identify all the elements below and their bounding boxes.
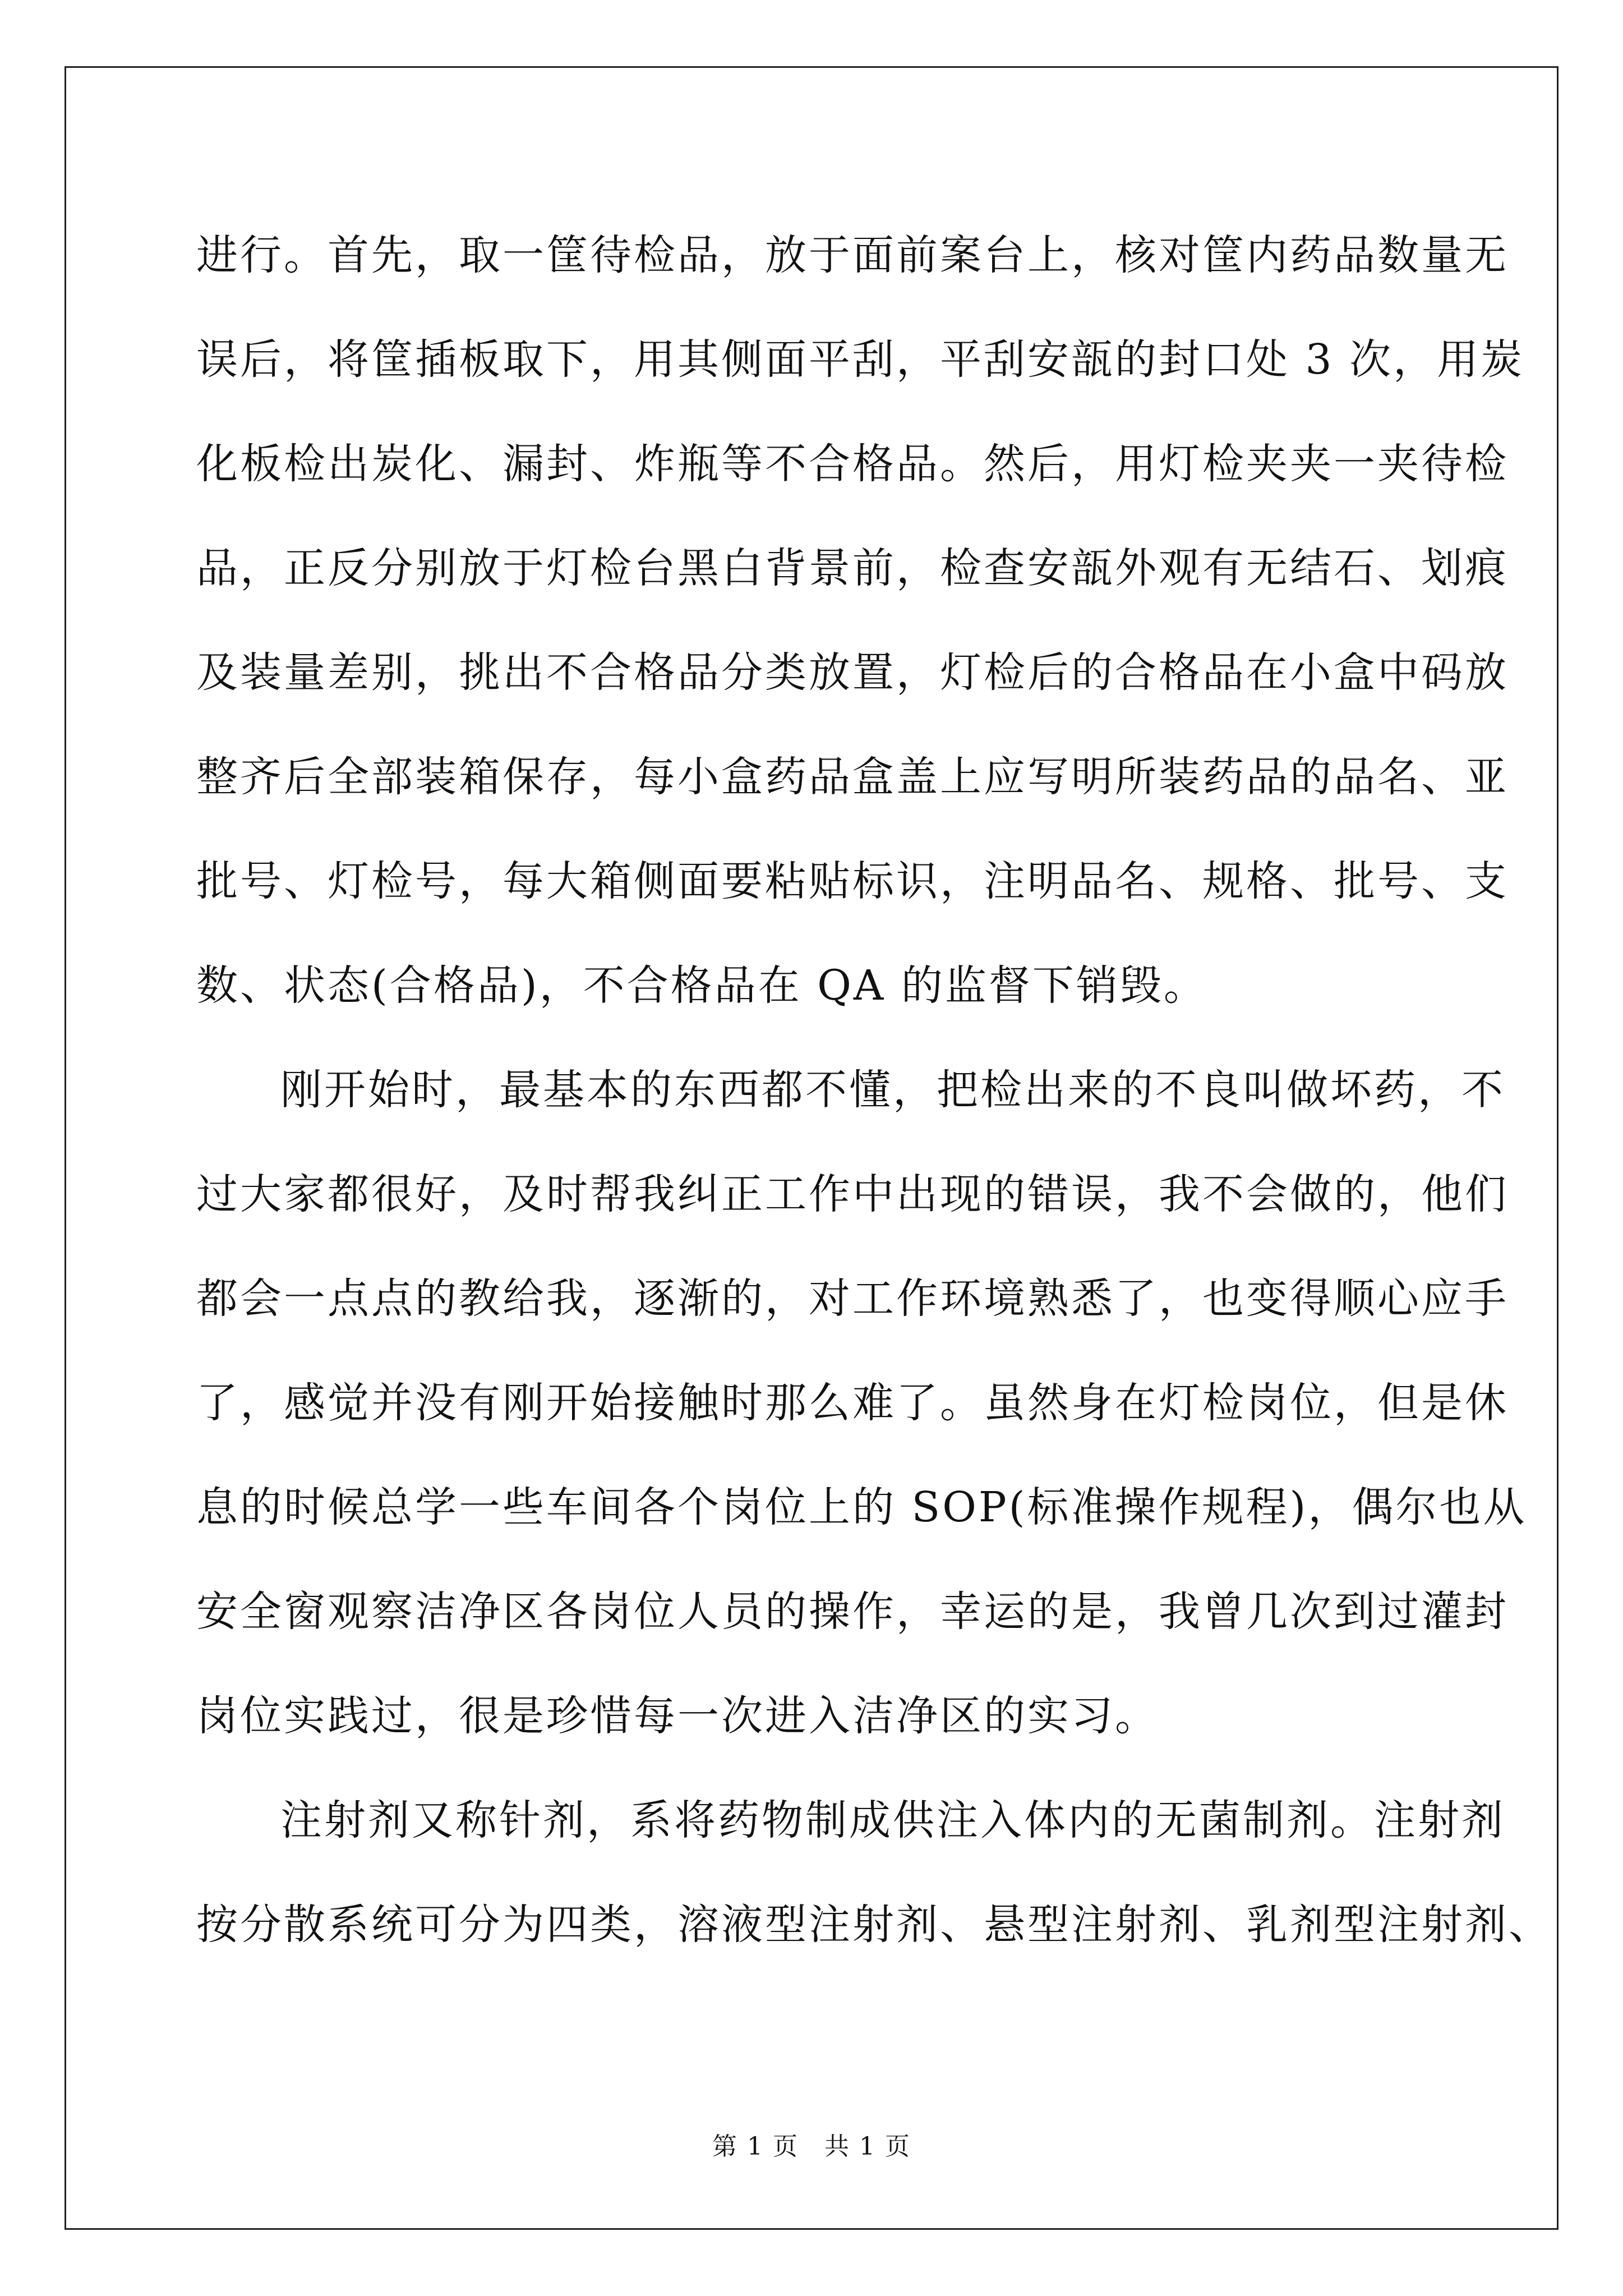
text-line: 化板检出炭化、漏封、炸瓶等不合格品。然后，用灯检夹夹一夹待检 xyxy=(196,440,1509,488)
text-line: 过大家都很好，及时帮我纠正工作中出现的错误，我不会做的，他们 xyxy=(196,1170,1509,1218)
text-line: 进行。首先，取一筐待检品，放于面前案台上，核对筐内药品数量无 xyxy=(196,231,1509,279)
text-line: 安全窗观察洁净区各岗位人员的操作，幸运的是，我曾几次到过灌封 xyxy=(196,1588,1509,1636)
text-line: 岗位实践过，很是珍惜每一次进入洁净区的实习。 xyxy=(196,1692,1159,1740)
text-line: 品，正反分别放于灯检台黑白背景前，检查安瓿外观有无结石、划痕 xyxy=(196,544,1509,592)
text-line: 刚开始时，最基本的东西都不懂，把检出来的不良叫做坏药，不 xyxy=(280,1066,1505,1114)
paragraph-3 xyxy=(196,1768,1552,1977)
paragraph-2 xyxy=(196,1038,1527,1768)
text-line: 误后，将筐插板取下，用其侧面平刮，平刮安瓿的封口处 3 次，用炭 xyxy=(196,335,1525,384)
document-body xyxy=(196,203,1552,1977)
text-line: 数、状态(合格品)，不合格品在 QA 的监督下销毁。 xyxy=(196,961,1207,1010)
text-line: 批号、灯检号，每大箱侧面要粘贴标识，注明品名、规格、批号、支 xyxy=(196,857,1509,905)
text-line: 及装量差别，挑出不合格品分类放置，灯检后的合格品在小盒中码放 xyxy=(196,648,1509,697)
text-line: 注射剂又称针剂，系将药物制成供注入体内的无菌制剂。注射剂 xyxy=(280,1796,1505,1844)
page-number-footer: 第 1 页 共 1 页 xyxy=(712,2132,911,2161)
paragraph-1 xyxy=(196,203,1525,1038)
text-line: 整齐后全部装箱保存，每小盒药品盒盖上应写明所装药品的品名、亚 xyxy=(196,753,1509,801)
text-line: 息的时候总学一些车间各个岗位上的 SOP(标准操作规程)，偶尔也从 xyxy=(196,1483,1527,1531)
text-line: 都会一点点的教给我，逐渐的，对工作环境熟悉了，也变得顺心应手 xyxy=(196,1274,1509,1323)
text-line: 了，感觉并没有刚开始接触时那么难了。虽然身在灯检岗位，但是休 xyxy=(196,1379,1509,1427)
text-line: 按分散系统可分为四类，溶液型注射剂、悬型注射剂、乳剂型注射剂、 xyxy=(196,1901,1552,1949)
